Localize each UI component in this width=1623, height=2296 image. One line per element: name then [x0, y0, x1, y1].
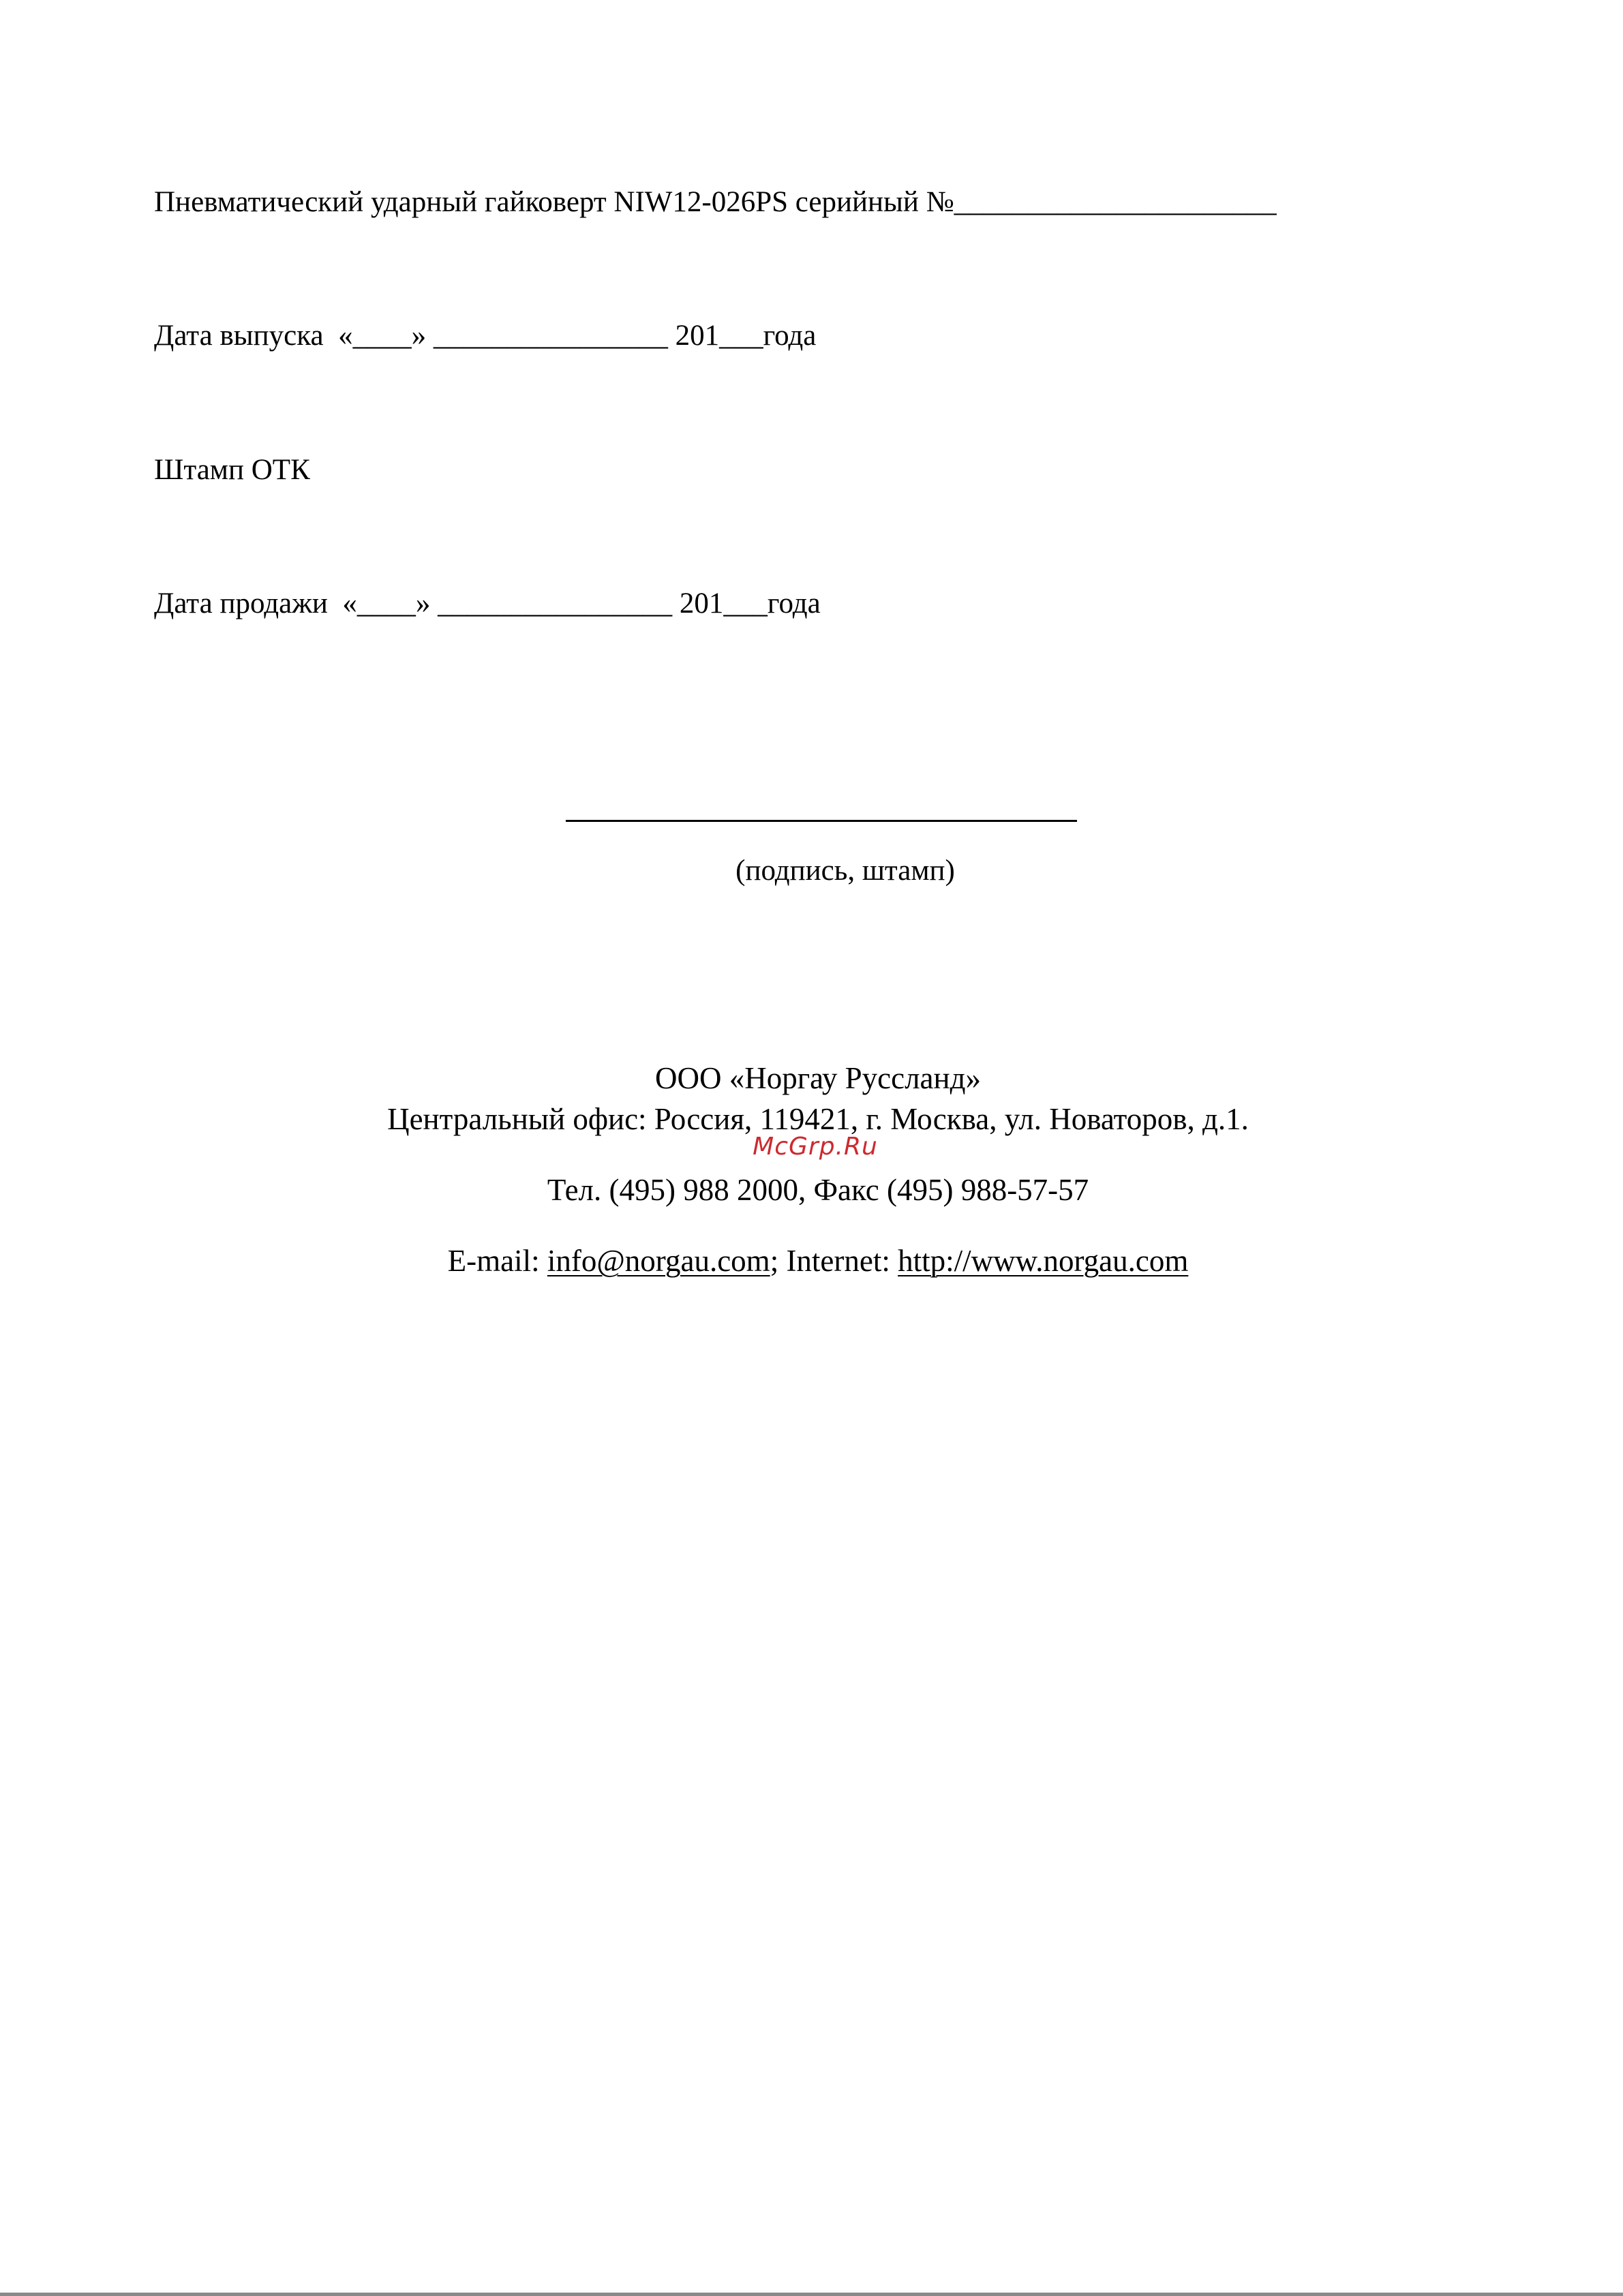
product-serial-line: Пневматический ударный гайковерт NIW12-026PS серийный №______________________ [154, 186, 1277, 218]
qc-stamp-label: Штамп ОТК [154, 454, 310, 486]
page-bottom-edge [0, 2293, 1623, 2296]
company-name: ООО «Норгау Руссланд» [654, 1061, 981, 1095]
company-office-address: Центральный офис: Россия, 119421, г. Москва, ул. Новаторов, д.1. [387, 1102, 1249, 1136]
email-label: E-mail: [447, 1244, 547, 1278]
release-date-line: Дата выпуска «____» ________________ 201___года [154, 320, 817, 352]
sale-date-line: Дата продажи «____» ________________ 201___года [154, 587, 821, 619]
signature-caption: (подпись, штамп) [735, 855, 955, 887]
watermark-text: McGrp.Ru [753, 1133, 878, 1161]
signature-line [566, 820, 1077, 822]
website-link[interactable]: http://www.norgau.com [898, 1244, 1189, 1278]
internet-label: ; Internet: [770, 1244, 898, 1278]
email-link[interactable]: info@norgau.com [547, 1244, 770, 1278]
company-contacts [0, 1242, 1623, 1279]
company-phones: Тел. (495) 988 2000, Факс (495) 988-57-57 [547, 1173, 1089, 1207]
